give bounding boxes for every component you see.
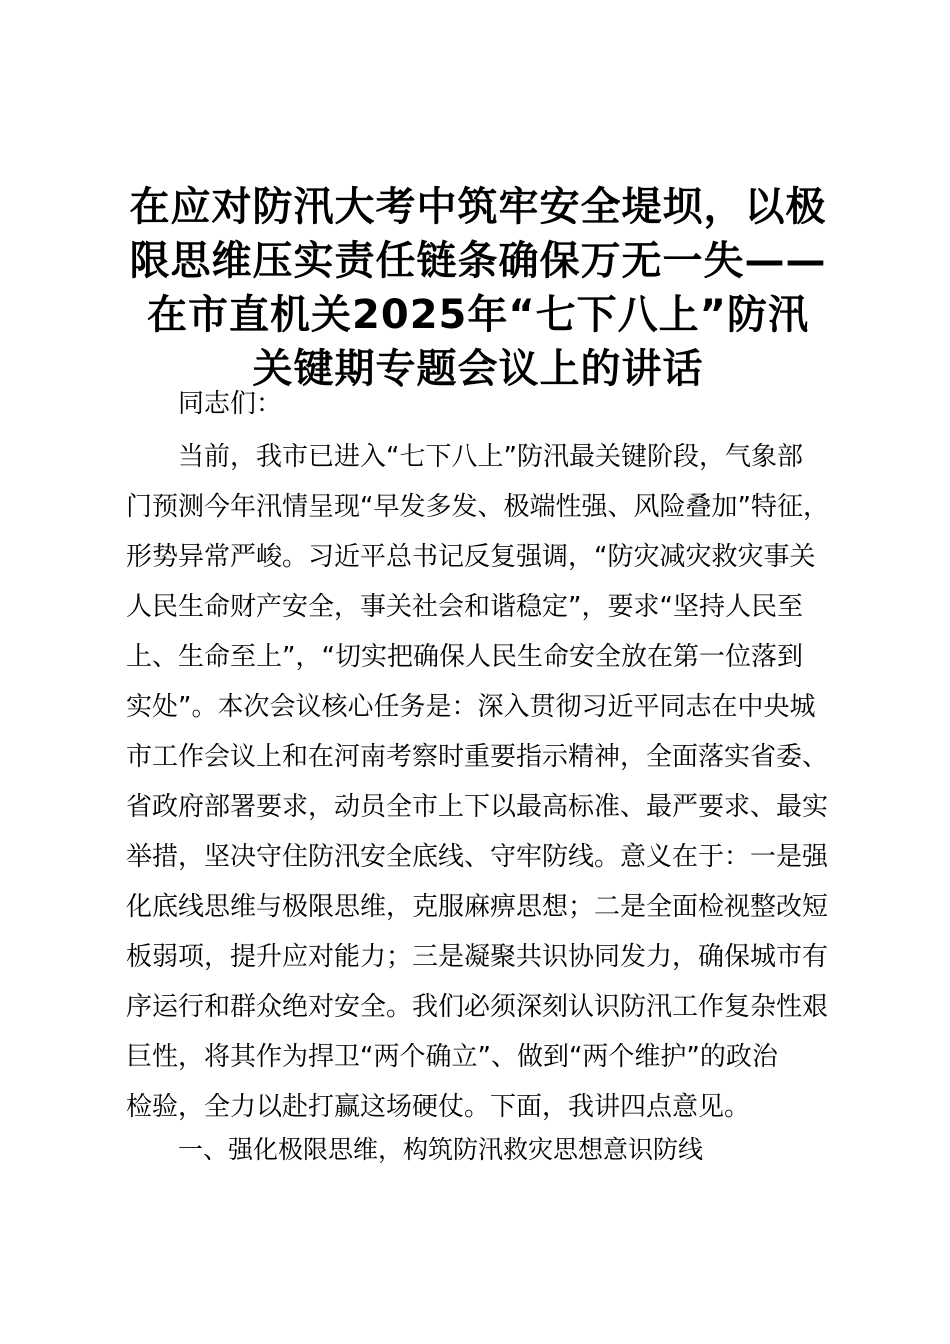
paragraph-line: 板弱项，提升应对能力；三是凝聚共识协同发力，确保城市有 — [126, 942, 829, 972]
title-line: 在市直机关2025年“七下八上”防汛 — [147, 292, 809, 338]
title-line: 关键期专题会议上的讲话 — [252, 346, 704, 392]
paragraph-line: 当前，我市已进入“七下八上”防汛最关键阶段，气象部 — [126, 442, 803, 472]
paragraph-line: 检验，全力以赴打赢这场硬仗。下面，我讲四点意见。 — [126, 1092, 751, 1122]
title-line: 限思维压实责任链条确保万无一失—— — [129, 238, 827, 284]
document-title — [118, 180, 838, 396]
section-heading: 一、强化极限思维，构筑防汛救灾思想意识防线 — [178, 1135, 704, 1164]
paragraph-line: 上、生命至上”，“切实把确保人民生命安全放在第一位落到 — [126, 642, 803, 672]
paragraph-line: 序运行和群众绝对安全。我们必须深刻认识防汛工作复杂性艰 — [126, 992, 829, 1022]
salutation: 同志们： — [178, 389, 283, 419]
paragraph-line: 市工作会议上和在河南考察时重要指示精神，全面落实省委、 — [126, 742, 829, 772]
paragraph-line: 人民生命财产安全，事关社会和谐稳定”，要求“坚持人民至 — [126, 592, 803, 622]
title-line: 在应对防汛大考中筑牢安全堤坝，以极 — [129, 184, 827, 230]
paragraph-line: 巨性，将其作为捍卫“两个确立”、做到“两个维护”的政治 — [126, 1042, 778, 1072]
paragraph-line: 门预测今年汛情呈现“早发多发、极端性强、风险叠加”特征， — [126, 492, 829, 522]
body-paragraph — [126, 432, 856, 1132]
paragraph-line: 形势异常严峻。习近平总书记反复强调，“防灾减灾救灾事关 — [126, 542, 816, 572]
paragraph-line: 实处”。本次会议核心任务是：深入贯彻习近平同志在中央城 — [126, 692, 816, 722]
paragraph-line: 省政府部署要求，动员全市上下以最高标准、最严要求、最实 — [126, 792, 829, 822]
paragraph-line: 举措，坚决守住防汛安全底线、守牢防线。意义在于：一是强 — [126, 842, 829, 872]
paragraph-line: 化底线思维与极限思维，克服麻痹思想；二是全面检视整改短 — [126, 892, 829, 922]
